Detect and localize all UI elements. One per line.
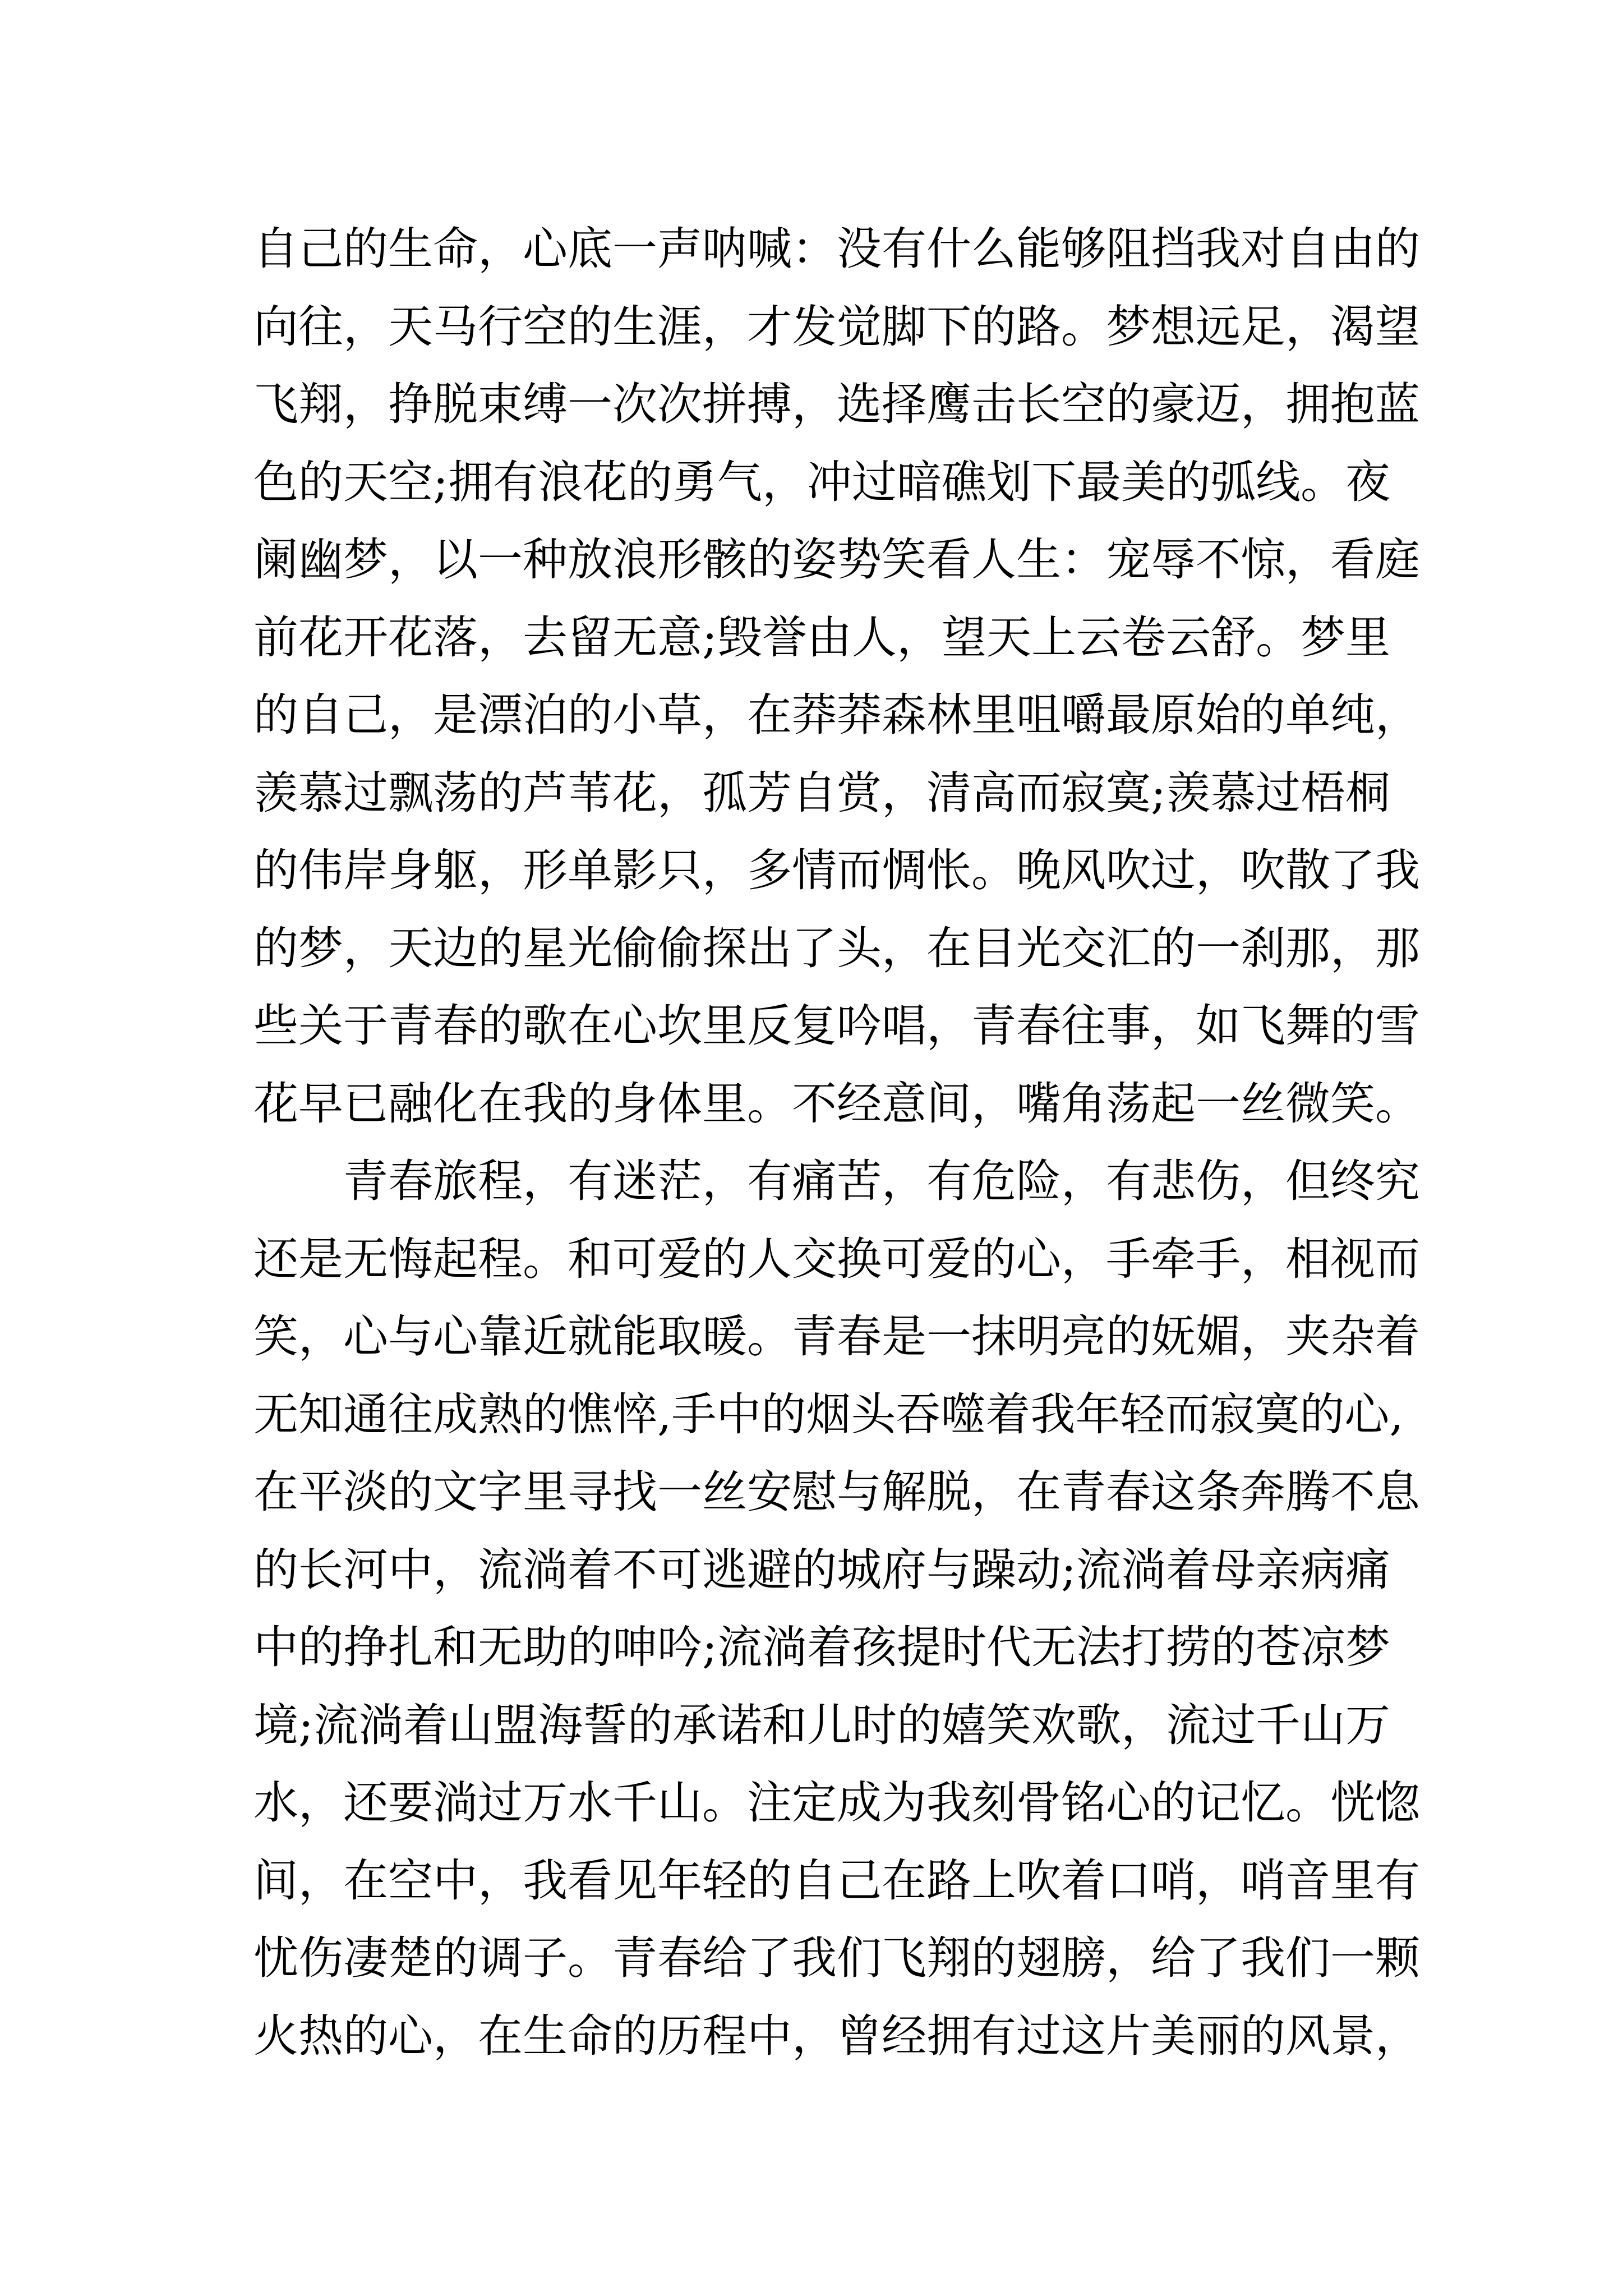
text-line: 境;流淌着山盟海誓的承诺和儿时的嬉笑欢歌，流过千山万 [253, 1699, 1390, 1751]
paragraph-first-line: 青春旅程，有迷茫，有痛苦，有危险，有悲伤，但终究 [343, 1155, 1420, 1207]
text-line: 飞翔，挣脱束缚一次次拼搏，选择鹰击长空的豪迈，拥抱蓝 [253, 378, 1420, 430]
text-line: 向往，天马行空的生涯，才发觉脚下的路。梦想远足，渴望 [253, 300, 1420, 353]
text-line: 中的挣扎和无助的呻吟;流淌着孩提时代无法打捞的苍凉梦 [253, 1621, 1390, 1673]
text-line: 自己的生命，心底一声呐喊：没有什么能够阻挡我对自由的 [253, 223, 1420, 275]
text-line: 的长河中，流淌着不可逃避的城府与躁动;流淌着母亲病痛 [253, 1543, 1390, 1596]
text-line: 火热的心，在生命的历程中，曾经拥有过这片美丽的风景， [253, 2009, 1420, 2062]
text-line: 些关于青春的歌在心坎里反复吟唱，青春往事，如飞舞的雪 [253, 1000, 1420, 1052]
text-line: 羡慕过飘荡的芦苇花，孤芳自赏，清高而寂寞;羡慕过梧桐 [253, 766, 1390, 819]
text-line: 阑幽梦，以一种放浪形骸的姿势笑看人生：宠辱不惊，看庭 [253, 533, 1420, 586]
text-line: 花早已融化在我的身体里。不经意间，嘴角荡起一丝微笑。 [253, 1077, 1420, 1130]
text-line: 色的天空;拥有浪花的勇气，冲过暗礁划下最美的弧线。夜 [253, 455, 1390, 508]
text-line: 的自己，是漂泊的小草，在莽莽森林里咀嚼最原始的单纯， [253, 689, 1420, 741]
text-line: 的梦，天边的星光偷偷探出了头，在目光交汇的一刹那，那 [253, 922, 1420, 974]
text-line: 在平淡的文字里寻找一丝安慰与解脱，在青春这条奔腾不息 [253, 1466, 1420, 1518]
text-line: 忧伤凄楚的调子。青春给了我们飞翔的翅膀，给了我们一颗 [253, 1932, 1420, 1984]
text-line: 前花开花落，去留无意;毁誉由人，望天上云卷云舒。梦里 [253, 611, 1390, 664]
text-line: 还是无悔起程。和可爱的人交换可爱的心，手牵手，相视而 [253, 1232, 1420, 1285]
text-line: 水，还要淌过万水千山。注定成为我刻骨铭心的记忆。恍惚 [253, 1777, 1420, 1829]
text-line: 间，在空中，我看见年轻的自己在路上吹着口哨，哨音里有 [253, 1854, 1420, 1907]
text-line: 无知通往成熟的憔悴,手中的烟头吞噬着我年轻而寂寞的心, [253, 1388, 1404, 1441]
text-line: 的伟岸身躯，形单影只，多情而惆怅。晚风吹过，吹散了我 [253, 844, 1420, 896]
document-body [253, 210, 1420, 2075]
text-line: 笑，心与心靠近就能取暖。青春是一抹明亮的妩媚，夹杂着 [253, 1310, 1420, 1363]
